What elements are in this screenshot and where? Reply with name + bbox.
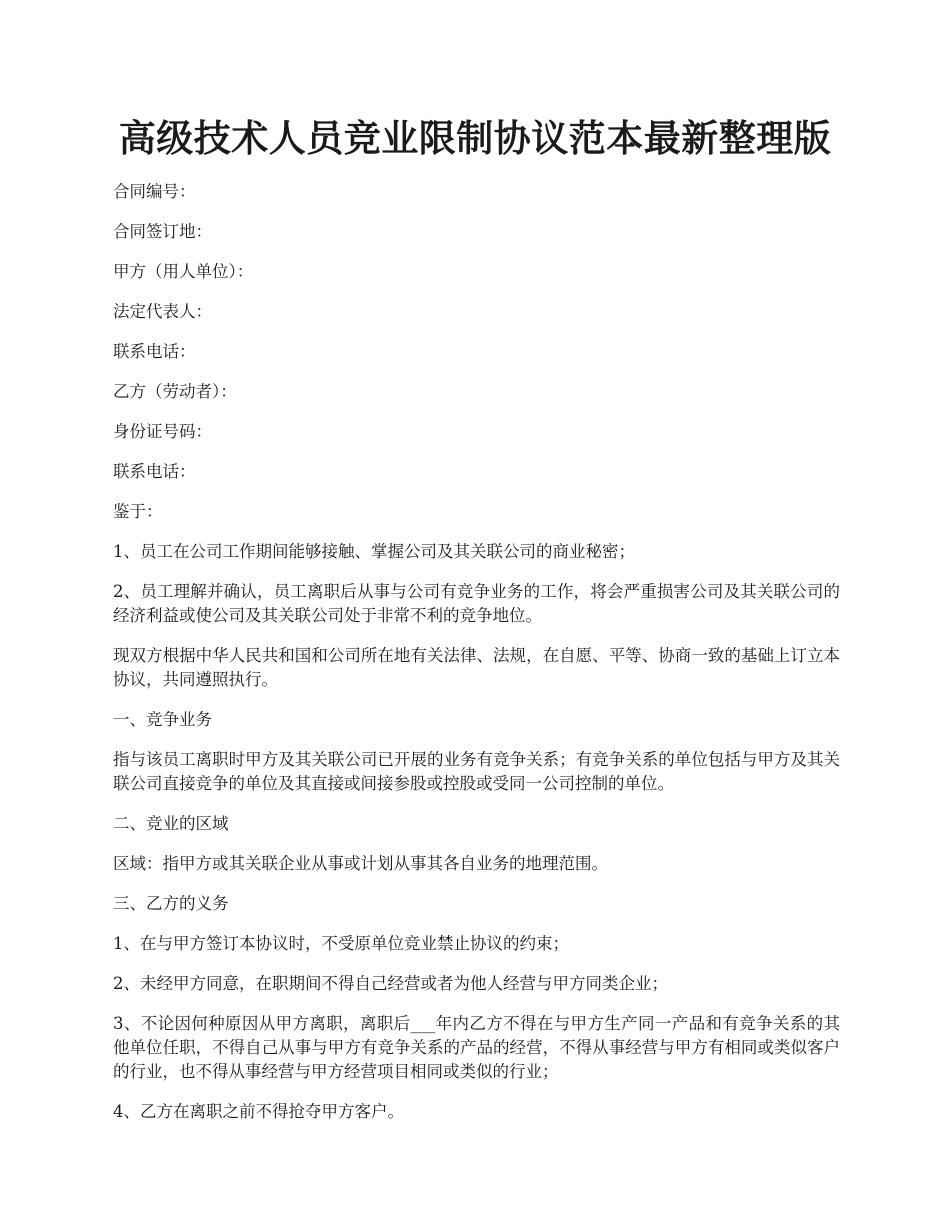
- party-b-line: 乙方（劳动者）：: [113, 382, 237, 401]
- agreement-preamble: 现双方根据中华人民共和国和公司所在地有关法律、法规，在自愿、平等、协商一致的基础上订立本协议，共同遵照执行。: [113, 646, 840, 689]
- whereas-heading: 鉴于：: [113, 502, 163, 521]
- document-body: [113, 180, 840, 1140]
- legal-representative-line: 法定代表人：: [113, 302, 212, 321]
- id-number-line: 身份证号码：: [113, 422, 212, 441]
- obligation-item-4: 4、乙方在离职之前不得抢夺甲方客户。: [113, 1102, 404, 1121]
- contract-number-line: 合同编号：: [113, 182, 196, 201]
- party-b-phone-line: 联系电话：: [113, 462, 196, 481]
- region-definition: 区域：指甲方或其关联企业从事或计划从事其各自业务的地理范围。: [113, 854, 608, 873]
- obligation-item-1: 1、在与甲方签订本协议时，不受原单位竞业禁止协议的约束；: [113, 934, 569, 953]
- obligation-item-3: 3、不论因何种原因从甲方离职，离职后___年内乙方不得在与甲方生产同一产品和有竞争关系的其他单位任职，不得自己从事与甲方有竞争关系的产品的经营，不得从事经营与甲方有相同或类似客户的行业，也不得从事经营与甲方经营项目相同或类似的行业；: [113, 1014, 840, 1081]
- party-a-line: 甲方（用人单位）：: [113, 262, 254, 281]
- whereas-clause-2: 2、员工理解并确认，员工离职后从事与公司有竞争业务的工作，将会严重损害公司及其关联公司的经济利益或使公司及其关联公司处于非常不利的竞争地位。: [113, 582, 840, 625]
- obligation-item-2: 2、未经甲方同意，在职期间不得自己经营或者为他人经营与甲方同类企业；: [113, 974, 668, 993]
- whereas-clause-1: 1、员工在公司工作期间能够接触、掌握公司及其关联公司的商业秘密；: [113, 542, 635, 561]
- document-title: 高级技术人员竞业限制协议范本最新整理版: [118, 116, 832, 160]
- party-a-phone-line: 联系电话：: [113, 342, 196, 361]
- section-heading-party-b-obligations: 三、乙方的义务: [113, 894, 229, 913]
- section-heading-region: 二、竞业的区域: [113, 814, 229, 833]
- competing-business-definition: 指与该员工离职时甲方及其关联公司已开展的业务有竞争关系；有竞争关系的单位包括与甲方及其关联公司直接竞争的单位及其直接或间接参股或控股或受同一公司控制的单位。: [113, 750, 840, 793]
- section-heading-competing-business: 一、竞争业务: [113, 710, 212, 729]
- signing-place-line: 合同签订地：: [113, 222, 212, 241]
